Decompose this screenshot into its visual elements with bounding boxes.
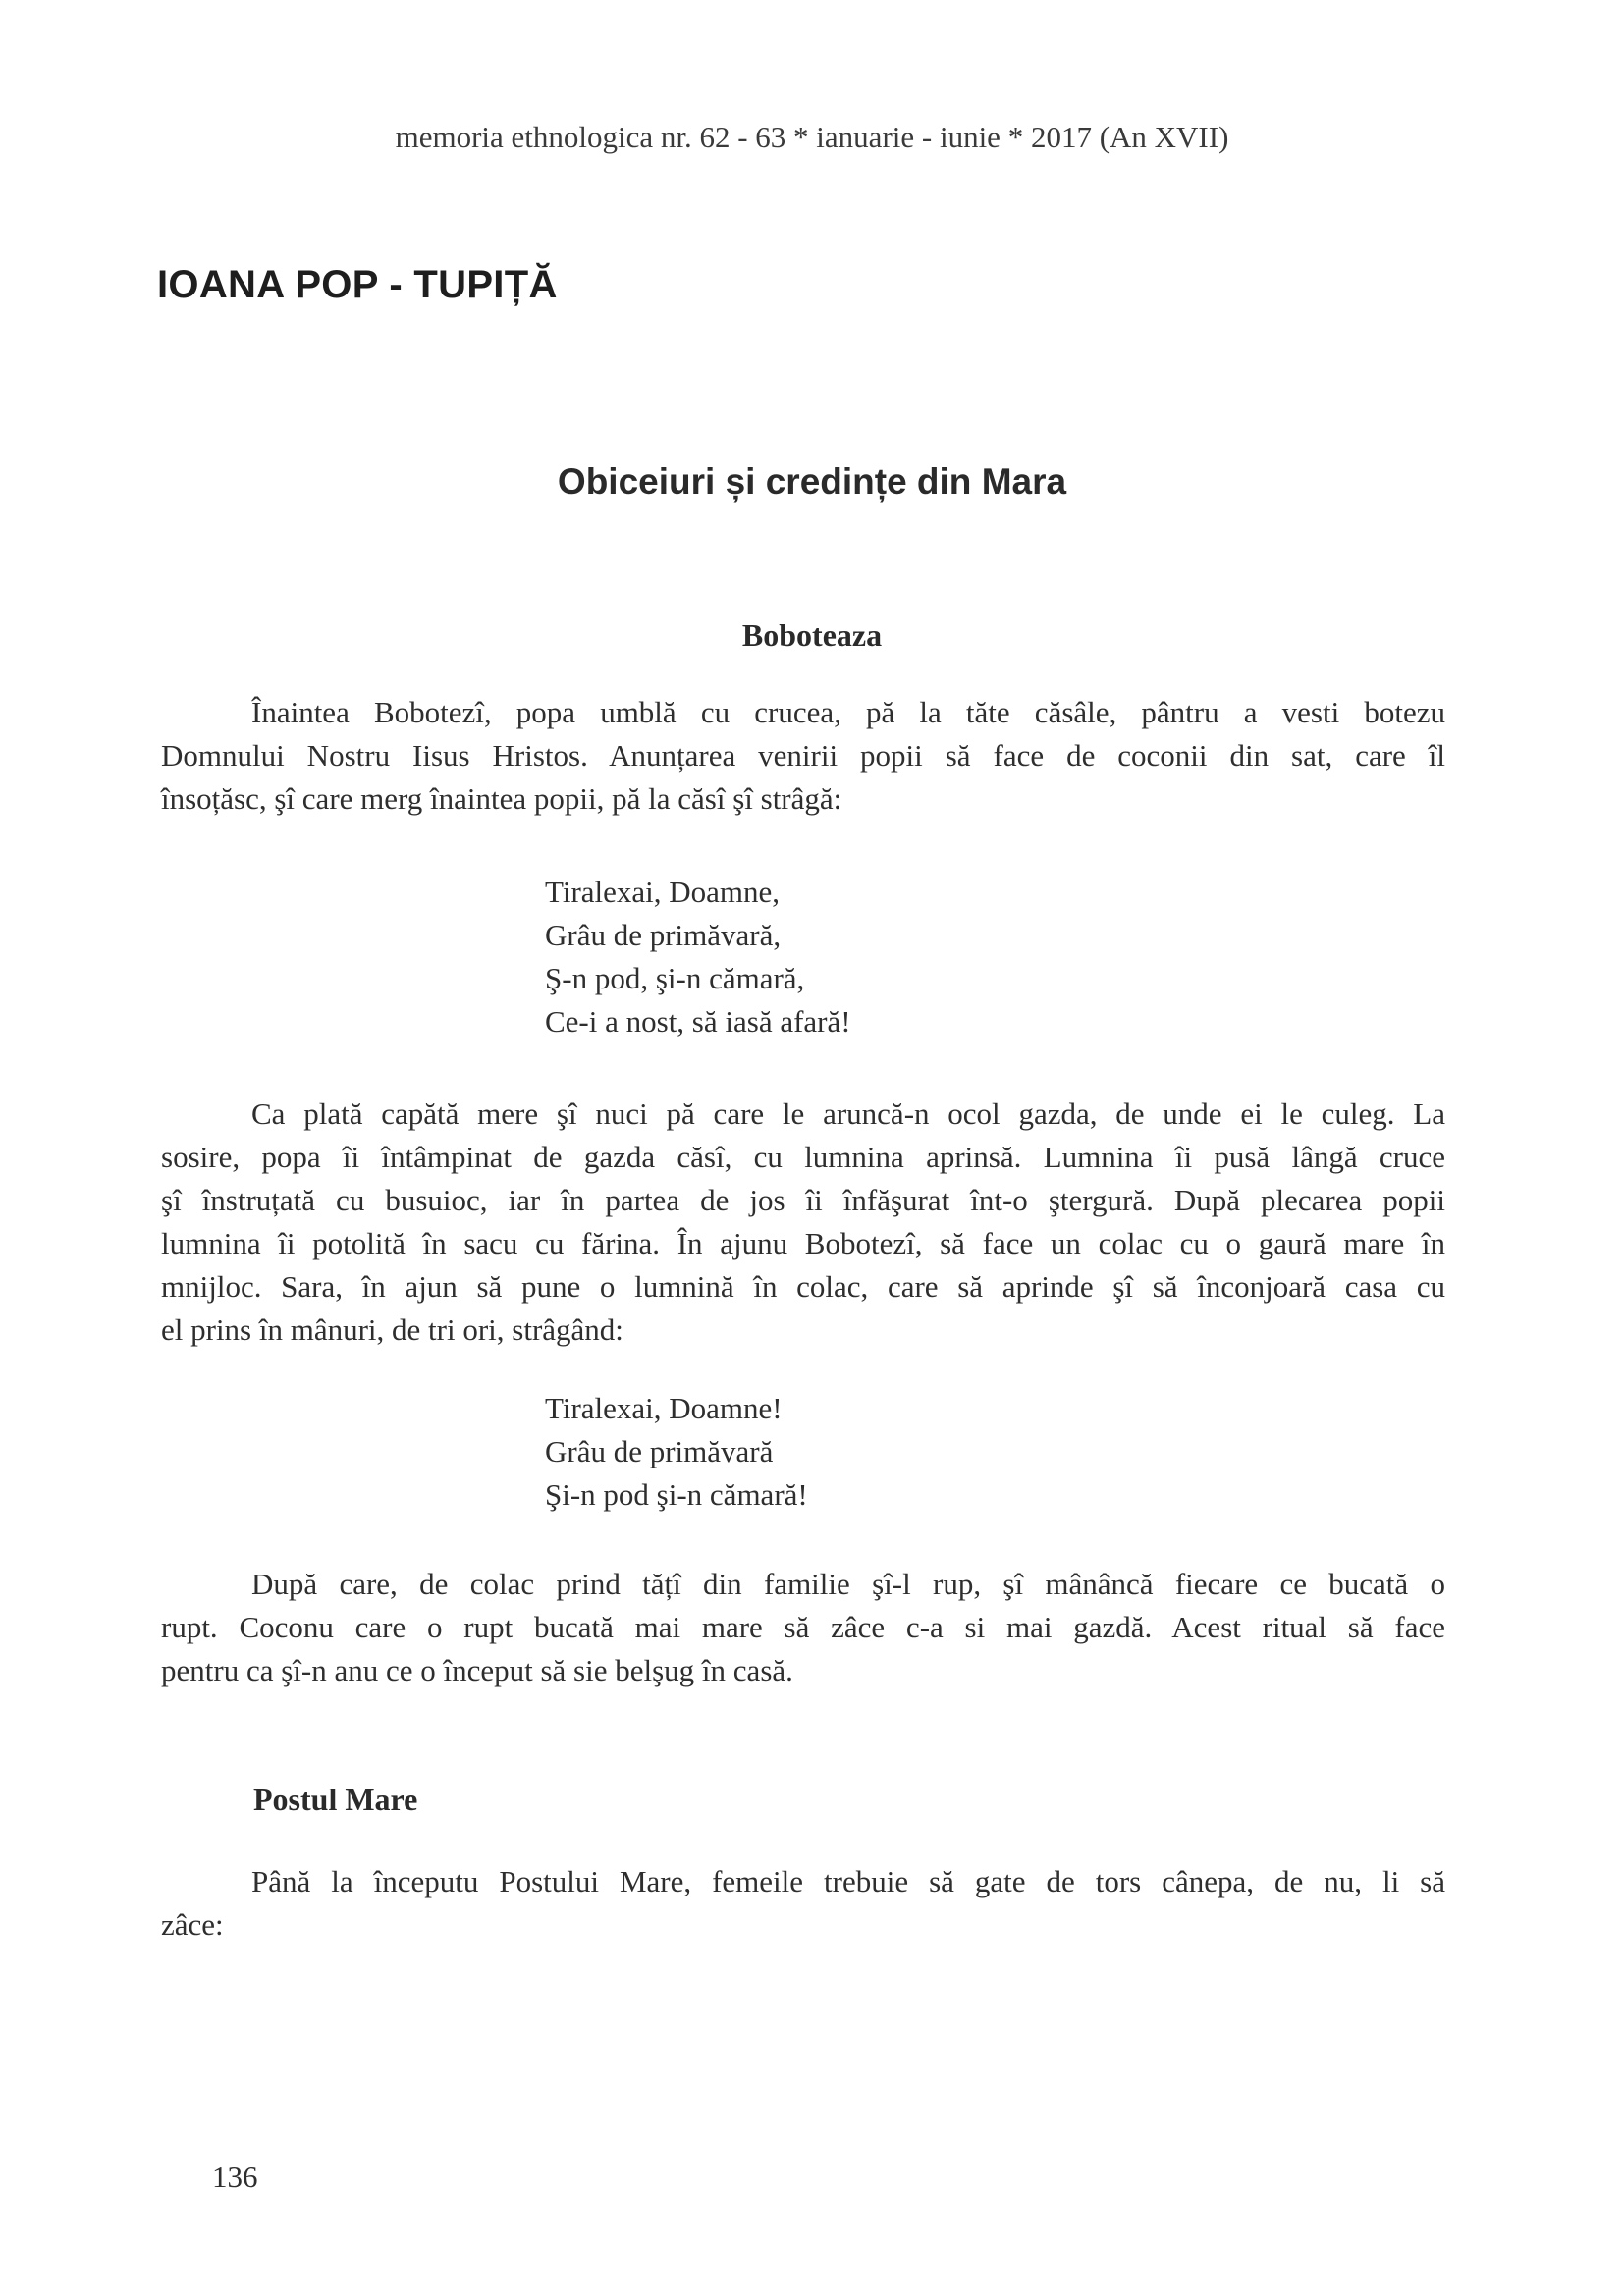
section-heading-boboteaza: Boboteaza (741, 617, 883, 653)
verse-line: Ş-n pod, şi-n cămară, (545, 961, 805, 995)
verse-line: Ce-i a nost, să iasă afară! (545, 1004, 851, 1039)
verse-block-1 (545, 871, 851, 1043)
paragraph-line: zâce: (161, 1907, 224, 1942)
paragraph-line: După care, de colac prind tățî din familie şî-l rup, şî mânâncă fiecare ce bucată o (251, 1567, 1445, 1601)
paragraph-line: Ca plată capătă mere şî nuci pă care le aruncă-n ocol gazda, de unde ei le culeg. La (251, 1096, 1445, 1131)
paragraph-line: pentru ca şî-n anu ce o început să sie belşug în casă. (161, 1653, 793, 1687)
paragraph-line: lumnina îi potolită în sacu cu fărina. În ajunu Bobotezî, să face un colac cu o gaură mare în (161, 1226, 1445, 1260)
paragraph-line: el prins în mânuri, de tri ori, strâgând: (161, 1312, 623, 1347)
author-name: IOANA POP - TUPIȚĂ (157, 263, 558, 306)
paragraph-line: sosire, popa îi întâmpinat de gazda căsî, cu lumnina aprinsă. Lumnina îi pusă lângă cruce (161, 1140, 1445, 1174)
paragraph-line: Domnului Nostru Iisus Hristos. Anunțarea venirii popii să face de coconii din sat, care îl (161, 738, 1445, 773)
verse-line: Tiralexai, Doamne! (545, 1391, 783, 1425)
verse-line: Grâu de primăvară, (545, 918, 782, 952)
article-title: Obiceiuri și credințe din Mara (557, 461, 1067, 502)
verse-block-2 (545, 1387, 808, 1517)
paragraph-boboteaza-1 (161, 691, 1445, 821)
paragraph-line: Înaintea Bobotezî, popa umblă cu crucea, pă la tăte căsâle, pântru a vesti botezu (251, 695, 1445, 729)
section-heading-postul-mare: Postul Mare (253, 1782, 418, 1817)
verse-line: Grâu de primăvară (545, 1434, 774, 1468)
running-header: memoria ethnologica nr. 62 - 63 * ianuarie - iunie * 2017 (An XVII) (395, 120, 1229, 154)
paragraph-line: mnijloc. Sara, în ajun să pune o lumnină în colac, care să aprinde şî să înconjoară casa cu (161, 1269, 1445, 1304)
paragraph-line: Până la începutu Postului Mare, femeile trebuie să gate de tors cânepa, de nu, li să (251, 1864, 1445, 1898)
verse-line: Tiralexai, Doamne, (545, 875, 781, 909)
paragraph-line: rupt. Coconu care o rupt bucată mai mare să zâce c-a si mai gazdă. Acest ritual să face (161, 1610, 1445, 1644)
paragraph-postul-mare-1 (161, 1860, 1445, 1947)
paragraph-line: însoțăsc, şî care merg înaintea popii, pă la căsî şî strâgă: (161, 781, 842, 816)
page-number: 136 (212, 2160, 258, 2194)
paragraph-line: şî înstruțată cu busuioc, iar în partea de jos îi înfăşurat înt-o ştergură. După plecarea popii (161, 1183, 1445, 1217)
paragraph-boboteaza-3 (161, 1563, 1445, 1692)
verse-line: Şi-n pod şi-n cămară! (545, 1477, 808, 1512)
paragraph-boboteaza-2 (161, 1093, 1445, 1352)
